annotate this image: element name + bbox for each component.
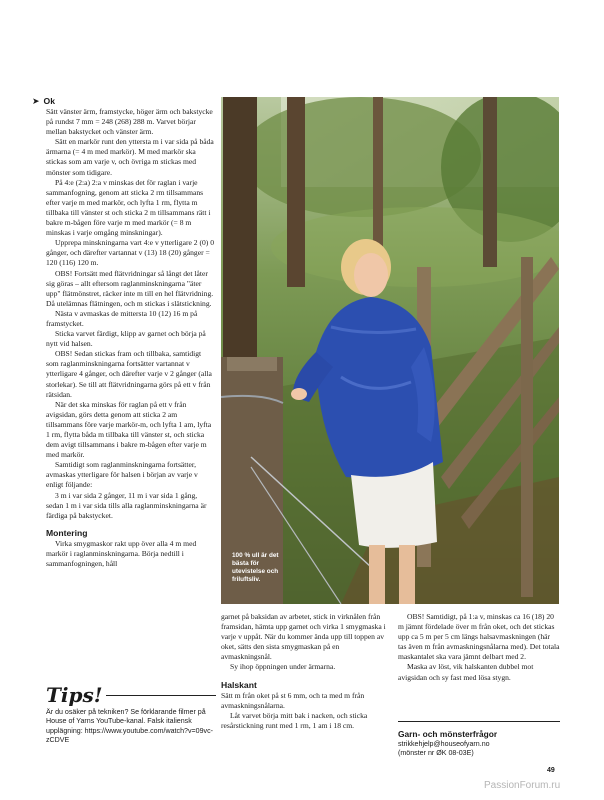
text-column-right bbox=[398, 612, 560, 683]
halskant-title: Halskant bbox=[221, 679, 257, 690]
photo-caption: 100 % ull är det bästa för utevistelse och friluftsliv. bbox=[232, 552, 279, 583]
ok-paragraph: Sätt en markör runt den yttersta m i var sida på båda ärmarna (= 4 m med markör). M med markör ska stickas som am varje v, och övriga m stickas med mönster som tidigare. bbox=[46, 137, 214, 177]
tips-text: Är du osäker på tekniken? Se förklarande filmer på House of Yarns YouTube-kanal. Falsk italiensk upplägning: https://www.youtube.com/watch?v=09vc-zCDVE bbox=[46, 708, 213, 745]
yarn-questions-box bbox=[398, 721, 560, 759]
ok-paragraph: OBS! Fortsätt med flätvridningar så långt det låter sig göras – allt eftersom raglanminskningarna "äter upp" flätmönstret, räcker inte m till en hel flätvridning. Då utelämnas flätningen, och m stickas i slätstickning. bbox=[46, 268, 214, 308]
body-paragraph: Sy ihop öppningen under ärmarna. bbox=[230, 662, 336, 672]
ok-paragraph: På 4:e (2:a) 2:a v minskas det för raglan i varje sammanfogning, genom att sticka 2 rm tillsammans efter varje m med markör, och lyfta 1 rm, flytta m tillbaka till vänster st och sticka 2 m tillsammans rätt i bakre m-bågen före varje m med markör (= 8 m minskas i varje omgång minskningar). bbox=[46, 177, 211, 238]
tips-box bbox=[46, 684, 216, 746]
ok-paragraph: Sätt vänster ärm, framstycke, höger ärm och bakstycke på rundst 7 mm = 248 (268) 288 m. Varvet börjar mellan bakstycket och vänster ärm. bbox=[46, 107, 213, 137]
ok-paragraph: Sticka varvet färdigt, klipp av garnet och börja på nytt vid halsen. bbox=[46, 329, 206, 349]
body-paragraph: OBS! Samtidigt, på 1:a v, minskas ca 16 (18) 20 m jämnt fördelade över m från oket, och det stickas upp ca 5 m per 5 cm längs halsavmaskningen (här tas även m från avmaskningsnålarna med). Det totala maskantalet ska vara jämnt delbart med 2. bbox=[398, 612, 560, 662]
page-number: 49 bbox=[547, 767, 555, 774]
ok-paragraph: Samtidigt som raglanminskningarna fortsätter, avmaskas ytterligare för halsen i början av varje v enligt följande: bbox=[46, 460, 198, 490]
divider bbox=[106, 695, 216, 696]
ok-paragraph: När det ska minskas för raglan på ett v från avigsidan, görs detta genom att sticka 2 am tillsammans före varje markör-m, och lyfta 1 am, lyfta 1 rm, flytta båda m tillbaka till vänster st, och sticka dem avigt tillsammans i bakre m-bågen efter varje m med markör. bbox=[46, 399, 212, 460]
ok-paragraph: 3 m i var sida 2 gånger, 11 m i var sida 1 gång, sedan 1 m i var sida tills alla raglanminskningarna är färdiga på bakstycket. bbox=[46, 490, 207, 520]
text-column-left bbox=[32, 96, 214, 569]
photo-woman-at-gate bbox=[221, 97, 559, 604]
yarn-questions-title: Garn- och mönsterfrågor bbox=[398, 729, 498, 739]
tips-header bbox=[46, 684, 216, 706]
watermark: PassionForum.ru bbox=[484, 780, 561, 791]
body-paragraph: Maska av löst, vik halskanten dubbel mot avigsidan och sy fast med lösa stygn. bbox=[398, 662, 534, 682]
divider bbox=[398, 721, 560, 722]
body-paragraph: Sätt m från oket på st 6 mm, och ta med m från avmaskningsnålarna. bbox=[221, 690, 365, 710]
ok-title: Ok bbox=[43, 96, 56, 106]
body-paragraph: garnet på baksidan av arbetet, stick in virknålen från framsidan, hämta upp garnet och virka 1 smygmaska i varje v uppåt. När du kommer ända upp till toppen av oket, sätts den sista smygmaskan på en avmaskningsnål. bbox=[221, 612, 386, 662]
arrow-right-icon: ➤ bbox=[32, 96, 40, 106]
pattern-reference: (mönster nr ØK 08-03E) bbox=[398, 749, 474, 758]
tips-title: Tips! bbox=[46, 683, 103, 707]
body-paragraph: Låt varvet börja mitt bak i nacken, och sticka resårstickning runt med 1 rm, 1 am i 18 cm. bbox=[221, 710, 368, 730]
ok-paragraph: Upprepa minskningarna vart 4:e v ytterligare 2 (0) 0 gånger, och därefter vartannat v (13) 18 (20) gånger = 120 (116) 120 m. bbox=[46, 238, 214, 268]
text-column-middle bbox=[221, 612, 389, 731]
ok-paragraph: OBS! Sedan stickas fram och tillbaka, samtidigt som raglanminskningarna fortsätter vartannat v ytterligare 4 gånger, och därefter varje v 2 gånger (alla storlekar). Se till att flätvridningarna görs på ett v från rätsidan. bbox=[46, 349, 212, 399]
montering-title: Montering bbox=[46, 527, 88, 538]
ok-heading bbox=[32, 96, 214, 107]
ok-paragraph: Nästa v avmaskas de mittersta 10 (12) 16 m på framstycket. bbox=[46, 308, 198, 328]
contact-email: strikkehjelp@houseofyarn.no bbox=[398, 740, 490, 748]
montering-paragraph: Virka smygmaskor rakt upp över alla 4 m med markör i raglanminskningarna. Börja nedtill i sammanfogningen, håll bbox=[46, 538, 197, 569]
